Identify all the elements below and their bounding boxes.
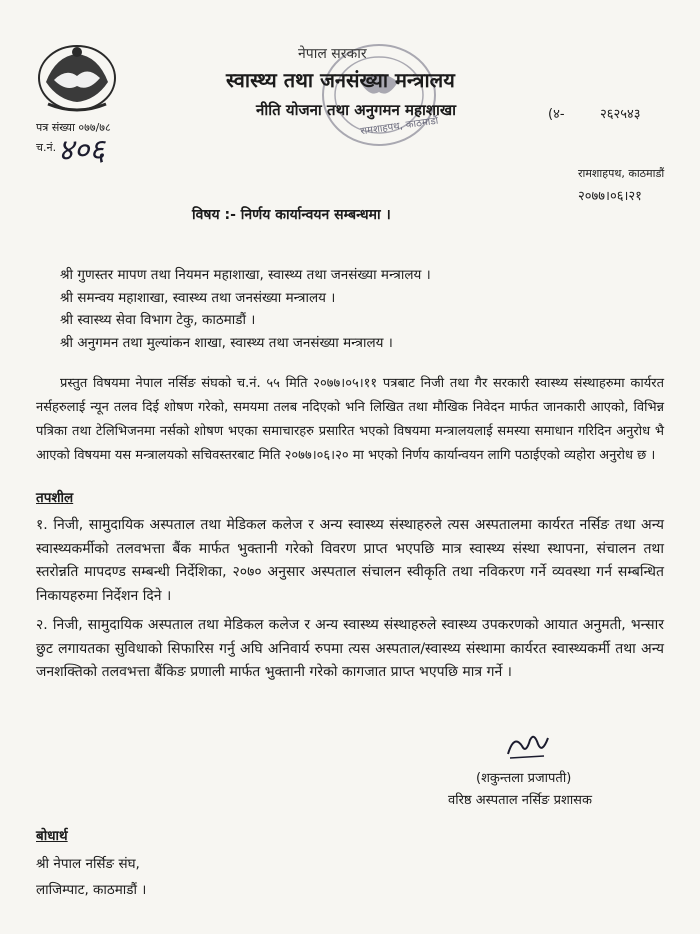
cc-heading: बोधार्थ [36,828,68,844]
signer-title: वरिष्ठ अस्पताल नर्सिङ प्रशासक [448,793,592,808]
recipient-item: श्री स्वास्थ्य सेवा विभाग टेकु, काठमाडौं । [60,312,256,328]
division-name: नीति योजना तथा अनुगमन महाशाखा [256,101,457,119]
office-address: रामशाहपथ, काठमाडौं [578,167,665,180]
government-name: नेपाल सरकार [298,46,367,62]
body-paragraph: प्रस्तुत विषयमा नेपाल नर्सिङ संघको च.नं. ५५ मिति २०७७।०५।११ पत्रबाट निजी तथा गैर सरकारी स्वास्थ्य संस्थाहरुमा कार्यरत नर्सहरुलाई न्यून तलव दिई शोषण गरेको, समयमा तलब नदिएको भनि लिखित तथा मौखिक निवेदन मार्फत जानकारी आएको, विभिन्न पत्रिका तथा टेलिभिजनमा नर्सको शोषण भएका समाचारहरु प्रसारित भएको विषयमा मन्त्रालयलाई समस्या समाधान गरिदिन अनुरोध भै आएको विषयमा यस मन्त्रालयको सचिवस्तरबाट मिति २०७७।०६।२० मा भएको निर्णय कार्यान्वयन लागि पठाईएको व्यहोरा अनुरोध छ । [36,376,664,463]
recipient-item: श्री गुणस्तर मापण तथा नियमन महाशाखा, स्वास्थ्य तथा जनसंख्या मन्त्रालय । [60,267,431,283]
details-heading: तपशील [36,490,74,506]
letter-number: पत्र संख्या ०७७/७८ [36,121,111,134]
recipient-list [60,264,431,354]
subject-line: विषय :- निर्णय कार्यान्वयन सम्बन्धमा । [192,207,391,223]
cc-address: लाजिम्पाट, काठमाडौं । [36,882,147,898]
ministry-name: स्वास्थ्य तथा जनसंख्या मन्त्रालय [226,68,455,92]
nepal-emblem-icon [36,42,118,114]
phone-number: २६२५४३ [600,107,641,122]
cc-recipient: श्री नेपाल नर्सिङ संघ, [36,856,140,872]
recipient-item: श्री अनुगमन तथा मुल्यांकन शाखा, स्वास्थ्य तथा जनसंख्या मन्त्रालय । [60,334,393,351]
detail-item: १. निजी, सामुदायिक अस्पताल तथा मेडिकल कलेज र अन्य स्वास्थ्य संस्थाहरुले त्यस अस्पतालमा कार्यरत नर्सिङ तथा अन्य स्वास्थ्यकर्मीको तलवभत्ता बैंक मार्फत भुक्तानी गरेको विवरण प्राप्त भएपछि मात्र स्वास्थ्य संस्था स्थापना, संचालन तथा स्तरोन्नति मापदण्ड सम्बन्धी निर्देशिका, २०७० अनुसार अस्पताल संचालन स्वीकृति तथा नविकरण गर्ने व्यवस्था गर्न सम्बन्धित निकायहरुमा निर्देशन दिने । [36,517,664,604]
detail-item: २. निजी, सामुदायिक अस्पताल तथा मेडिकल कलेज र अन्य स्वास्थ्य संस्थाहरुले स्वास्थ्य उपकरणको आयात अनुमती, भन्सार छुट लगायतका सुविधाको सिफारिस गर्नु अघि अनिवार्य रुपमा त्यस अस्पताल/स्वास्थ्य संस्थामा कार्यरत स्वास्थ्यकर्मी तथा अन्य जनशक्तिको तलवभत्ता बैंकिङ प्रणाली मार्फत भुक्तानी गरेको कागजात प्राप्त भएपछि मात्र गर्ने । [36,617,664,680]
signature [504,728,552,764]
recipient-item: श्री समन्वय महाशाखा, स्वास्थ्य तथा जनसंख्या मन्त्रालय । [60,289,336,306]
stamp-text: रामशाहपथ, काठमाडौं [359,115,439,138]
letter-date: २०७७।०६।२१ [578,189,642,204]
signer-name: (शकुन्तला प्रजापती) [476,771,572,786]
dispatch-label: च.नं. [36,141,57,154]
dispatch-number: ४०६ [58,133,105,168]
phone-label: (४- [548,107,565,122]
